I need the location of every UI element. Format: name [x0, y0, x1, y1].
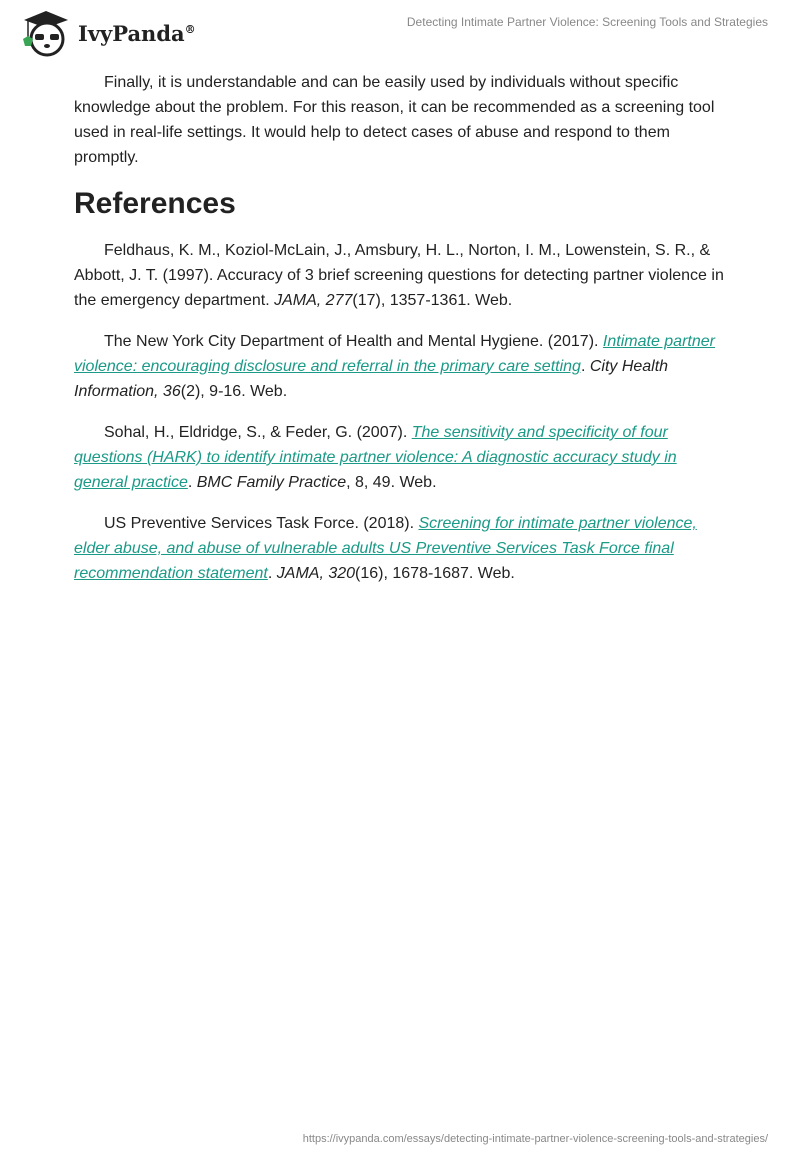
reference-link[interactable]: Intimate partner violence: encouraging disclosure and referral in the primary care setting: [74, 333, 715, 375]
reference-item: Sohal, H., Eldridge, S., & Feder, G. (2007). The sensitivity and specificity of four questions (HARK) to identify intimate partner violence: A diagnostic accuracy study in general practice. BMC Family Practice, 8, 49. Web.: [74, 424, 677, 491]
panda-logo-icon: [20, 8, 72, 58]
reference-item: The New York City Department of Health and Mental Hygiene. (2017). Intimate partner violence: encouraging disclosure and referral in the primary care setting. City Health Information, 36(2), 9-16. Web.: [74, 333, 715, 400]
footer-url: https://ivypanda.com/essays/detecting-intimate-partner-violence-screening-tools-and-strategies/: [302, 1133, 768, 1145]
reference-link[interactable]: Screening for intimate partner violence, elder abuse, and abuse of vulnerable adults US Preventive Services Task Force final recommendation statement: [74, 515, 697, 582]
logo[interactable]: [20, 8, 196, 58]
logo-text: IvyPanda®: [78, 20, 196, 46]
references-heading: References: [74, 187, 236, 220]
reference-item: US Preventive Services Task Force. (2018). Screening for intimate partner violence, elder abuse, and abuse of vulnerable adults US Preventive Services Task Force final recommendation statement. JAMA, 320(16), 1678-1687. Web.: [74, 515, 697, 582]
document-body: [74, 70, 726, 602]
document-title: Detecting Intimate Partner Violence: Screening Tools and Strategies: [406, 15, 768, 29]
reference-link[interactable]: The sensitivity and specificity of four questions (HARK) to identify intimate partner violence: A diagnostic accuracy study in general practice: [74, 424, 677, 491]
reference-item: Feldhaus, K. M., Koziol-McLain, J., Amsbury, H. L., Norton, I. M., Lowenstein, S. R., & Abbott, J. T. (1997). Accuracy of 3 brief screening questions for detecting partner violence in the emergency department. JAMA, 277(17), 1357-1361. Web.: [74, 242, 724, 309]
paragraph: Finally, it is understandable and can be easily used by individuals without specific knowledge about the problem. For this reason, it can be recommended as a screening tool used in real-life settings. It would help to detect cases of abuse and respond to them promptly.: [74, 74, 715, 166]
